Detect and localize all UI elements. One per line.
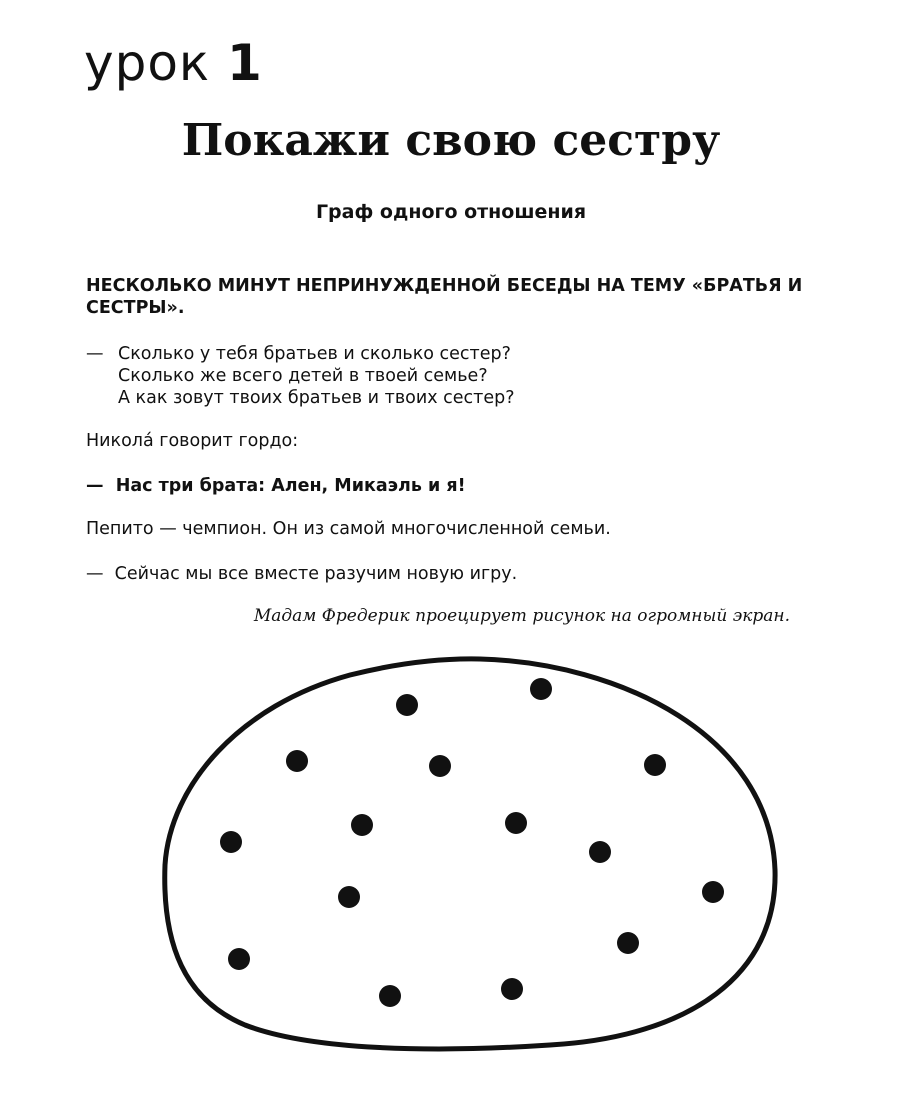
figure-outline bbox=[165, 659, 775, 1049]
figure-dot bbox=[338, 886, 360, 908]
figure-dot bbox=[617, 932, 639, 954]
figure-dot bbox=[589, 841, 611, 863]
dialog-question-1 bbox=[86, 343, 515, 365]
figure-dot bbox=[379, 985, 401, 1007]
figure-dot bbox=[702, 881, 724, 903]
nicola-line: Никола́ говорит гордо: bbox=[86, 431, 299, 451]
dialog-dash: — bbox=[86, 344, 104, 364]
figure-caption: Мадам Фредерик проецирует рисунок на огромный экран. bbox=[253, 606, 790, 626]
intro-instruction: НЕСКОЛЬКО МИНУТ НЕПРИНУЖДЕННОЙ БЕСЕДЫ НА ТЕМУ «БРАТЬЯ И СЕСТРЫ». bbox=[86, 276, 803, 318]
figure-dot bbox=[505, 812, 527, 834]
dialog-question-2 bbox=[86, 365, 515, 387]
page-title: Покажи свою сестру bbox=[181, 115, 721, 166]
dialog-question-text: Сколько у тебя братьев и сколько сестер? bbox=[118, 344, 511, 364]
lesson-heading bbox=[84, 28, 263, 98]
game-text: Сейчас мы все вместе разучим новую игру. bbox=[114, 564, 518, 584]
figure-dot bbox=[220, 831, 242, 853]
game-line bbox=[86, 563, 517, 585]
dialog-question-text: А как зовут твоих братьев и твоих сестер? bbox=[118, 388, 515, 408]
figure-dot bbox=[351, 814, 373, 836]
figure-dot bbox=[530, 678, 552, 700]
game-dash: — bbox=[86, 564, 104, 584]
brothers-line bbox=[86, 475, 466, 497]
lesson-word: урок bbox=[84, 34, 211, 92]
dialog-question-text: Сколько же всего детей в твоей семье? bbox=[118, 366, 488, 386]
figure-dot bbox=[644, 754, 666, 776]
dots-figure bbox=[150, 645, 790, 1065]
figure-dot bbox=[286, 750, 308, 772]
lesson-number: 1 bbox=[227, 34, 263, 92]
figure-dot bbox=[396, 694, 418, 716]
page-subtitle: Граф одного отношения bbox=[315, 201, 587, 223]
figure-dots bbox=[220, 678, 724, 1007]
dialog-question-3 bbox=[86, 387, 515, 409]
dialog-questions bbox=[86, 343, 515, 409]
figure-dot bbox=[228, 948, 250, 970]
figure-dot bbox=[429, 755, 451, 777]
pepito-line: Пепито — чемпион. Он из самой многочисленной семьи. bbox=[86, 519, 611, 539]
brothers-dash: — bbox=[86, 476, 104, 496]
figure-dot bbox=[501, 978, 523, 1000]
brothers-text: Нас три брата: Ален, Микаэль и я! bbox=[115, 476, 466, 496]
